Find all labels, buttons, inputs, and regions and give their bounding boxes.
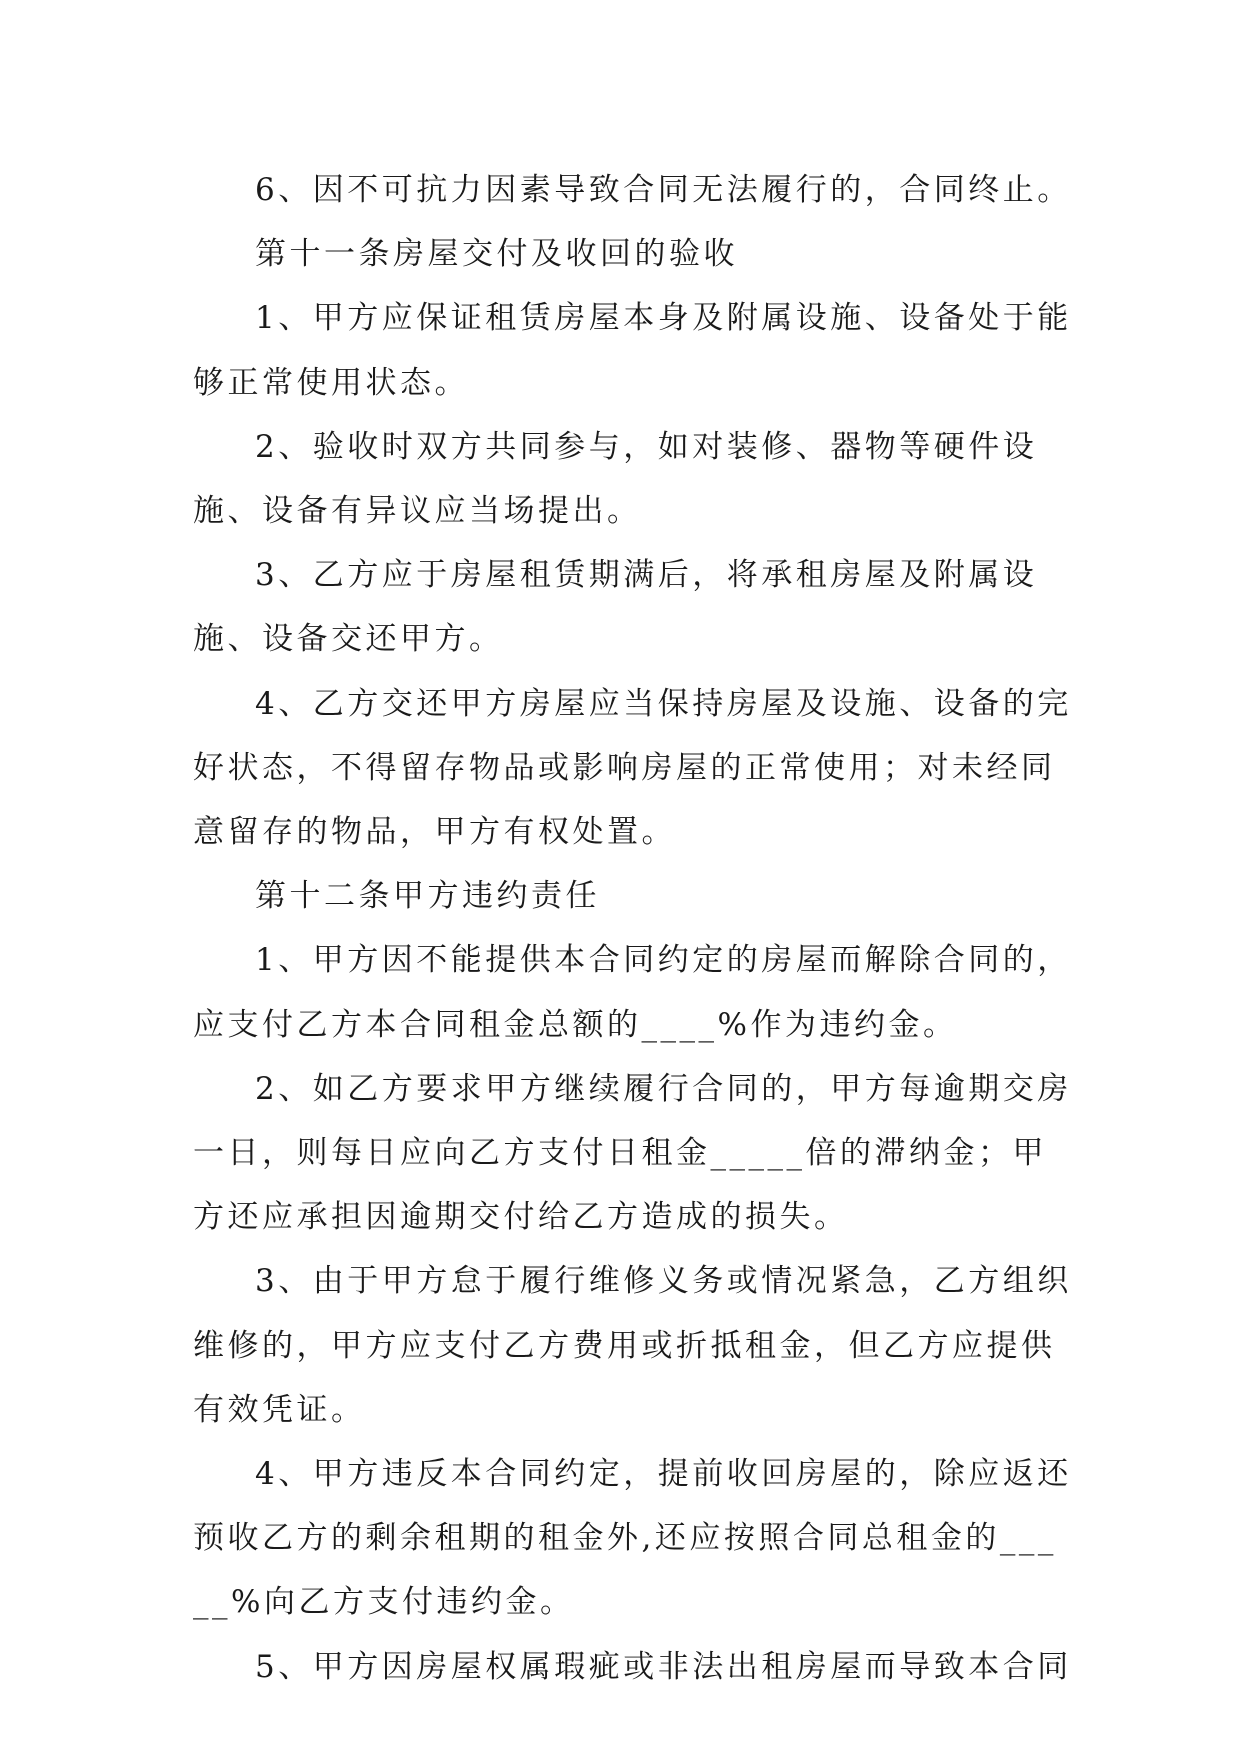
article-11-heading: 第十一条房屋交付及收回的验收 (255, 236, 738, 273)
clause-10-item-6: 6、因不可抗力因素导致合同无法履行的，合同终止。 (255, 172, 1072, 208)
clause-11-item-2: 2、验收时双方共同参与，如对装修、器物等硬件设施、设备有异议应当场提出。 (193, 428, 1038, 530)
clause-12-item-4: 4、甲方违反本合同约定，提前收回房屋的，除应返还预收乙方的剩余租期的租金外,还应按照合同总租金的_____%向乙方支付违约金。 (193, 1456, 1072, 1621)
clause-11-item-4: 4、乙方交还甲方房屋应当保持房屋及设施、设备的完好状态，不得留存物品或影响房屋的正常使用；对未经同意留存的物品，甲方有权处置。 (193, 685, 1072, 851)
clause-12-item-5: 5、甲方因房屋权属瑕疵或非法出租房屋而导致本合同 (255, 1648, 1072, 1685)
clause-11-item-1: 1、甲方应保证租赁房屋本身及附属设施、设备处于能够正常使用状态。 (193, 300, 1072, 401)
article-12-heading: 第十二条甲方违约责任 (255, 878, 600, 915)
clause-12-item-3: 3、由于甲方怠于履行维修义务或情况紧急，乙方组织维修的，甲方应支付乙方费用或折抵租金，但乙方应提供有效凭证。 (193, 1263, 1072, 1428)
clause-11-item-3: 3、乙方应于房屋租赁期满后，将承租房屋及附属设施、设备交还甲方。 (193, 557, 1038, 658)
clause-12-item-1: 1、甲方因不能提供本合同约定的房屋而解除合同的，应支付乙方本合同租金总额的____%作为违约金。 (193, 942, 1072, 1043)
document-body (193, 158, 1073, 1699)
clause-12-item-2: 2、如乙方要求甲方继续履行合同的，甲方每逾期交房一日，则每日应向乙方支付日租金_____倍的滞纳金；甲方还应承担因逾期交付给乙方造成的损失。 (193, 1070, 1072, 1236)
